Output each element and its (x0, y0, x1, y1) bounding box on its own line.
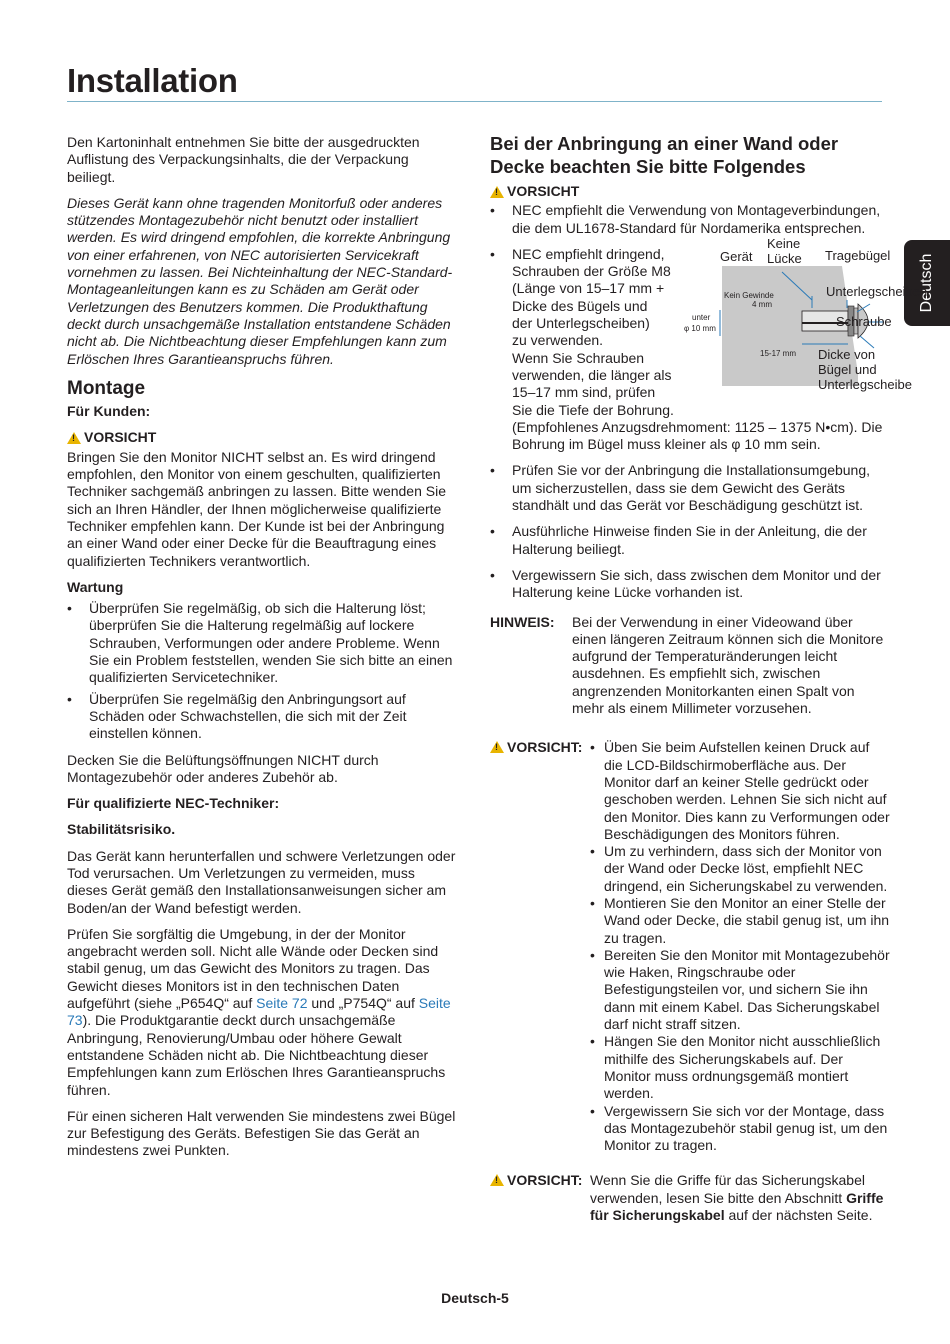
caution2-label-wrap (490, 739, 590, 1154)
warning-triangle-icon (67, 432, 81, 444)
label-15-17mm: 15-17 mm (760, 348, 797, 358)
label-phi10: φ 10 mm (684, 323, 716, 333)
list-item: • Montieren Sie den Monitor an einer Stelle der Wand oder Decke, die stabil genug ist, um ihn zu tragen. (590, 895, 890, 947)
caution2-label: VORSICHT: (507, 739, 583, 756)
label-kein-gewinde: Kein Gewinde (724, 290, 774, 300)
label-dicke-2: Bügel und (818, 361, 877, 377)
link-seite-72[interactable]: Seite 72 (256, 995, 308, 1012)
vents-text: Decken Sie die Belüftungsöffnungen NICHT durch Montagezubehör oder anderes Zubehör ab. (67, 751, 379, 785)
link-seite-73[interactable]: Seite 73 (67, 995, 451, 1029)
warning-triangle-icon (490, 741, 504, 753)
list-item: • Ausführliche Hinweise finden Sie in der Anleitung, die der Halterung beiliegt. (490, 523, 890, 558)
label-tragebuegel: Tragebügel (825, 247, 891, 263)
label-unterlegscheiben: Unterlegscheiben (826, 283, 927, 299)
page-title: Installation (67, 62, 238, 99)
list-item: • Überprüfen Sie regelmäßig, ob sich die Halterung löst; überprüfen Sie die Halterung regelmäßig auf lockere Schrauben, Verformungen oder andere Probleme. Wenn Sie ein Problem feststellen, wenden Sie sich bitte an einen qualifizierten Servicetechniker. (67, 600, 459, 686)
label-unter: unter (692, 312, 711, 322)
label-dicke-1: Dicke von (818, 346, 876, 362)
caution-block-3 (490, 1172, 890, 1224)
caution-kunden (67, 429, 459, 446)
label-dicke-3: Unterlegscheibe (818, 376, 912, 392)
caution3-label-wrap (490, 1172, 590, 1224)
screw-line: 15–17 mm sind, prüfen (512, 384, 656, 401)
left-column (67, 134, 459, 1169)
label-keine: Keine (767, 235, 801, 251)
warning-triangle-icon (490, 1174, 504, 1186)
screw-tail-text: (Empfohlenes Anzugsdrehmoment: 1125 – 1375 N•cm). Die Bohrung im Bügel muss kleiner als φ 10 mm sein. (512, 418, 883, 453)
list-item: • Hängen Sie den Monitor nicht ausschließlich mithilfe des Sicherungskabels auf. Der Monitor muss ordnungsgemäß montiert werden. (590, 1033, 890, 1102)
wall-mount-heading: Bei der Anbringung an einer Wand oder Decke beachten Sie bitte Folgendes (490, 133, 839, 177)
label-luecke: Lücke (767, 250, 802, 266)
list-item: • Prüfen Sie vor der Anbringung die Installationsumgebung, um sicherzustellen, dass sie dem Gewicht des Geräts standhält und das Gerät vor Beschädigung geschützt ist. (490, 462, 890, 514)
hinweis-label: HINWEIS: (490, 613, 555, 630)
list-item: • Um zu verhindern, dass sich der Monitor von der Wand oder Decke löst, empfiehlt NEC dringend, ein Sicherungskabel zu verwenden. (590, 843, 890, 895)
screw-line: Dicke des Bügels und (512, 297, 648, 314)
warning-italic-text: Dieses Gerät kann ohne tragenden Monitorfuß oder anderes stützendes Montagezubehör nicht benutzt oder installiert werden. Es wird dringend empfohlen, die korrekte Anbringung von einer erfahrenen, von NEC autorisierten Servicekraft vornehmen zu lassen. Bei Nichteinhaltung der NEC-Standard-Montageanleitungen kann es zu Schäden am Gerät oder Verletzungen des Benutzers kommen. Die Produkthaftung deckt durch unsachgemäße Installation entstandene Schäden nicht ab. Die Nichtbeachtung dieser Empfehlungen kann zum Erlöschen Ihres Garantieanspruchs führen. (67, 194, 453, 367)
label-geraet: Gerät (720, 248, 753, 264)
list-item: • NEC empfiehlt die Verwendung von Montageverbindungen, die dem UL1678-Standard für Nordamerika entsprechen. (490, 202, 890, 237)
caution3-bold: Griffe für Sicherungskabel (590, 1189, 884, 1224)
page-footer: Deutsch-5 (441, 1290, 509, 1306)
screw-line: der Unterlegscheiben) (512, 315, 650, 332)
caution-label: VORSICHT (507, 183, 580, 199)
brackets-text: Für einen sicheren Halt verwenden Sie mindestens zwei Bügel zur Befestigung des Geräts. Befestigen Sie das Gerät an mindestens zwei Punkten. (67, 1107, 456, 1159)
list-item: • Üben Sie beim Aufstellen keinen Druck auf die LCD-Bildschirmoberfläche aus. Der Monitor darf an keiner Stelle gedrückt oder geschoben werden. Lehnen Sie sich nicht auf den Monitor. Dies kann zu Verformungen oder Beschädigungen des Monitors führen. (590, 739, 890, 843)
list-item: • Bereiten Sie den Monitor mit Montagezubehör wie Haken, Ringschraube oder Befestigungsteilen vor, und sichern Sie ihn dann mit einem Kabel. Das Sicherungskabel darf nicht straff sitzen. (590, 947, 890, 1033)
screw-diagram (682, 236, 927, 396)
list-item: • Vergewissern Sie sich, dass zwischen dem Monitor und der Halterung keine Lücke vorhanden ist. (490, 567, 890, 602)
hinweis-note (490, 614, 890, 718)
caution-wall (490, 183, 890, 200)
list-item: • Vergewissern Sie sich vor der Montage, dass das Montagezubehör stabil genug ist, um den Monitor zu tragen. (590, 1103, 890, 1155)
tech-heading: Für qualifizierte NEC-Techniker: (67, 795, 280, 812)
intro-text: Den Kartoninhalt entnehmen Sie bitte der ausgedruckten Auflistung des Verpackungsinhalts, die der Verpackung beiliegt. (67, 134, 420, 185)
caution3-label: VORSICHT: (507, 1172, 583, 1189)
language-tab-label: Deutsch (918, 253, 935, 313)
wartung-list (67, 600, 459, 742)
screw-line: Wenn Sie Schrauben (512, 349, 645, 366)
caution-label: VORSICHT (84, 429, 157, 446)
check-environment-text: Prüfen Sie sorgfältig die Umgebung, in der der Monitor angebracht werden soll. Nicht alle Wände oder Decken sind stabil genug, um das Gewicht des Monitors zu tragen. Das Gewicht dieses Monitors ist in den technischen Daten aufgeführt (siehe „P654Q“ auf Seite 72 und „P754Q“ auf Seite 73). Die Produktgarantie deckt durch unsachgemäße Anbringung, Renovierung/Umbau oder höhere Gewalt entstandene Schäden nicht ab. Die Nichtbeachtung dieser Empfehlungen kann zum Erlöschen Ihres Garantieanspruchs führen. (67, 925, 451, 1098)
caution3-text: Wenn Sie die Griffe für das Sicherungskabel verwenden, lesen Sie bitte den Abschnitt Griffe für Sicherungskabel auf der nächsten Seite. (590, 1172, 884, 1224)
title-rule (67, 101, 882, 102)
montage-heading: Montage (67, 377, 146, 399)
caution-block-2 (490, 739, 890, 1154)
screw-line: • NEC empfiehlt dringend, (512, 245, 665, 262)
wartung-heading: Wartung (67, 578, 124, 595)
kunden-heading: Für Kunden: (67, 403, 151, 420)
hinweis-text: Bei der Verwendung in einer Videowand über einen längeren Zeitraum können sich die Monitore aufgrund der Temperaturänderungen leicht ausdehnen. Es empfiehlt sich, zwischen angrenzenden Monitorkanten einen Spalt von mehr als einem Millimeter vorzusehen. (572, 613, 884, 717)
label-4mm: 4 mm (752, 299, 772, 309)
list-item: • Überprüfen Sie regelmäßig den Anbringungsort auf Schäden oder Schwachstellen, die sich mit der Zeit einstellen können. (67, 691, 459, 743)
caution2-body (590, 739, 890, 1154)
screw-line: Schrauben der Größe M8 (512, 263, 671, 280)
screw-line: verwenden, die länger als (512, 366, 672, 383)
screw-line: Sie die Tiefe der Bohrung. (512, 401, 674, 418)
kunden-text: Bringen Sie den Monitor NICHT selbst an. Es wird dringend empfohlen, den Monitor von einem geschulten, qualifizierten Techniker sachgemäß anbringen zu lassen. Bitte wenden Sie sich an Ihren Händler, der Ihnen möglicherweise qualifizierte Techniker empfehlen kann. Der Kunde ist bei der Anbringung an einer Wand oder einer Decke für die Beauftragung eines qualifizierten Technikers verantwortlich. (67, 448, 446, 569)
label-schraube: Schraube (836, 313, 892, 329)
stability-heading: Stabilitätsrisiko. (67, 821, 176, 838)
caution2-list (590, 739, 890, 1154)
screw-line: (Länge von 15–17 mm + (512, 280, 665, 297)
warning-triangle-icon (490, 186, 504, 198)
screw-line: zu verwenden. (512, 332, 604, 349)
stability-text: Das Gerät kann herunterfallen und schwere Verletzungen oder Tod verursachen. Um Verletzungen zu vermeiden, muss dieses Gerät gemäß den Installationsanweisungen sicher am Boden/an der Wand befestigt werden. (67, 847, 456, 916)
